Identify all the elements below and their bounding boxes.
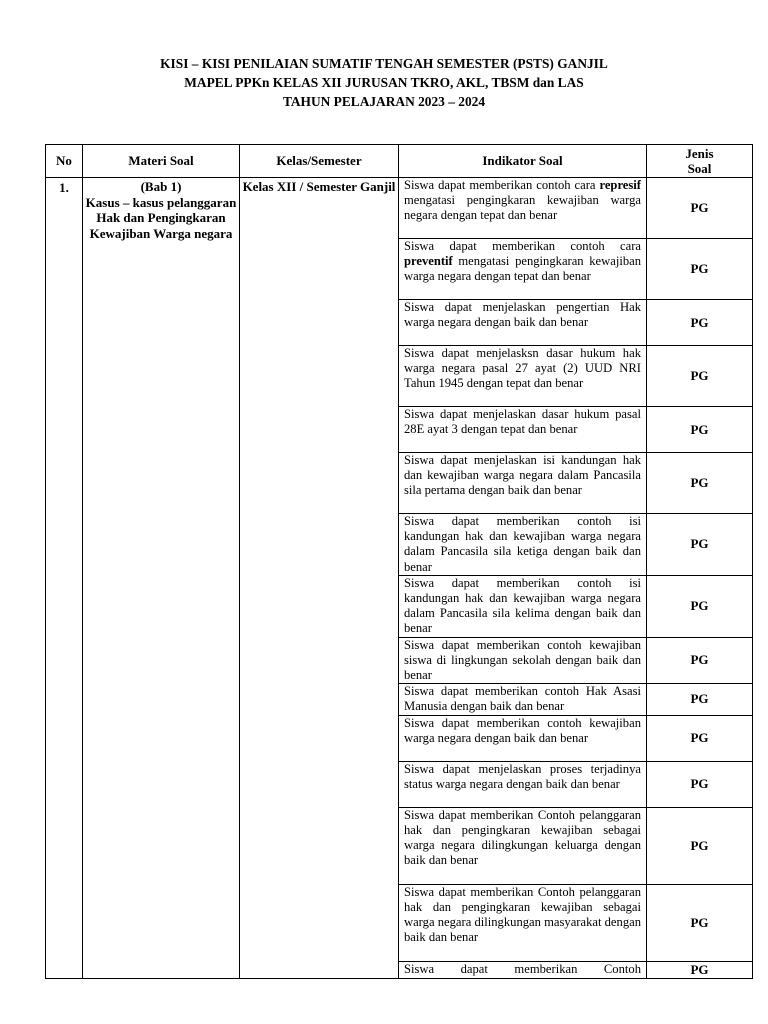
cell-indikator: Siswa dapat memberikan contoh kewajiban siswa di lingkungan sekolah dengan baik dan benar: [399, 637, 647, 684]
cell-jenis-soal: PG: [647, 884, 753, 961]
cell-indikator: [399, 178, 647, 239]
cell-indikator: Siswa dapat menjelaskan pengertian Hak warga negara dengan baik dan benar: [399, 300, 647, 346]
cell-indikator: Siswa dapat memberikan Contoh pelanggaran hak dan pengingkaran kewajiban sebagai warga negara dilingkungan keluarga dengan baik dan benar: [399, 807, 647, 884]
header-jenis-soal: [647, 145, 753, 178]
cell-indikator: Siswa dapat memberikan Contoh: [399, 961, 647, 978]
cell-indikator: Siswa dapat menjelaskan proses terjadinya status warga negara dengan baik dan benar: [399, 761, 647, 807]
cell-jenis-soal: PG: [647, 346, 753, 407]
header-indikator-soal: Indikator Soal: [399, 145, 647, 178]
cell-indikator: Siswa dapat memberikan contoh isi kandungan hak dan kewajiban warga negara dalam Pancasila sila ketiga dengan baik dan benar: [399, 514, 647, 576]
cell-no: 1.: [46, 178, 83, 979]
kisi-table: [45, 144, 753, 979]
document-header: [0, 54, 768, 111]
indikator-keyword: represif: [599, 178, 641, 192]
cell-indikator: Siswa dapat menjelaskan dasar hukum pasal 28E ayat 3 dengan tepat dan benar: [399, 407, 647, 453]
header-no: No: [46, 145, 83, 178]
header-jenis-line-1: Jenis: [685, 146, 714, 161]
header-jenis-line-2: Soal: [687, 161, 712, 176]
cell-jenis-soal: PG: [647, 300, 753, 346]
table-row: [46, 178, 753, 239]
cell-indikator: Siswa dapat memberikan contoh kewajiban warga negara dengan baik dan benar: [399, 715, 647, 761]
cell-indikator: Siswa dapat memberikan Contoh pelanggaran hak dan pengingkaran kewajiban sebagai warga negara dilingkungan masyarakat dengan baik dan benar: [399, 884, 647, 961]
header-kelas-semester: Kelas/Semester: [240, 145, 399, 178]
cell-indikator: Siswa dapat menjelaskan isi kandungan hak dan kewajiban warga negara dalam Pancasila sila pertama dengan baik dan benar: [399, 453, 647, 514]
cell-indikator: Siswa dapat memberikan contoh Hak Asasi Manusia dengan baik dan benar: [399, 684, 647, 715]
table-header-row: [46, 145, 753, 178]
cell-jenis-soal: PG: [647, 178, 753, 239]
cell-materi-soal: [83, 178, 240, 979]
indikator-keyword: preventif: [404, 254, 453, 269]
header-title-line-3: TAHUN PELAJARAN 2023 – 2024: [282, 94, 486, 109]
cell-jenis-soal: PG: [647, 761, 753, 807]
cell-jenis-soal: PG: [647, 684, 753, 715]
header-title-line-2: MAPEL PPKn KELAS XII JURUSAN TKRO, AKL, TBSM dan LAS: [184, 75, 584, 90]
cell-jenis-soal: PG: [647, 715, 753, 761]
cell-jenis-soal: PG: [647, 239, 753, 300]
materi-bab: (Bab 1): [140, 179, 182, 194]
cell-jenis-soal: PG: [647, 961, 753, 978]
indikator-text: Siswa dapat memberikan contoh cara: [404, 178, 600, 192]
cell-indikator: Siswa dapat memberikan contoh isi kandungan hak dan kewajiban warga negara dalam Pancasila sila kelima dengan baik dan benar: [399, 575, 647, 637]
header-materi-soal: Materi Soal: [83, 145, 240, 178]
cell-jenis-soal: PG: [647, 407, 753, 453]
cell-jenis-soal: PG: [647, 807, 753, 884]
cell-jenis-soal: PG: [647, 575, 753, 637]
table-body: [46, 178, 753, 979]
cell-jenis-soal: PG: [647, 453, 753, 514]
indikator-text-end: mengatasi pengingkaran kewajiban warga negara dengan tepat dan benar: [404, 193, 641, 223]
indikator-text-end: mengatasi pengingkaran kewajiban warga negara dengan tepat dan benar: [404, 254, 641, 284]
indikator-text: Siswa dapat memberikan contoh cara: [404, 239, 641, 253]
cell-indikator: Siswa dapat menjelasksn dasar hukum hak warga negara pasal 27 ayat (2) UUD NRI Tahun 1945 dengan tepat dan benar: [399, 346, 647, 407]
materi-title: Kasus – kasus pelanggaran Hak dan Pengingkaran Kewajiban Warga negara: [85, 194, 237, 241]
cell-indikator: [399, 239, 647, 300]
cell-jenis-soal: PG: [647, 514, 753, 576]
cell-kelas-semester: Kelas XII / Semester Ganjil: [240, 178, 399, 979]
header-title-line-1: KISI – KISI PENILAIAN SUMATIF TENGAH SEMESTER (PSTS) GANJIL: [160, 56, 608, 71]
cell-jenis-soal: PG: [647, 637, 753, 684]
